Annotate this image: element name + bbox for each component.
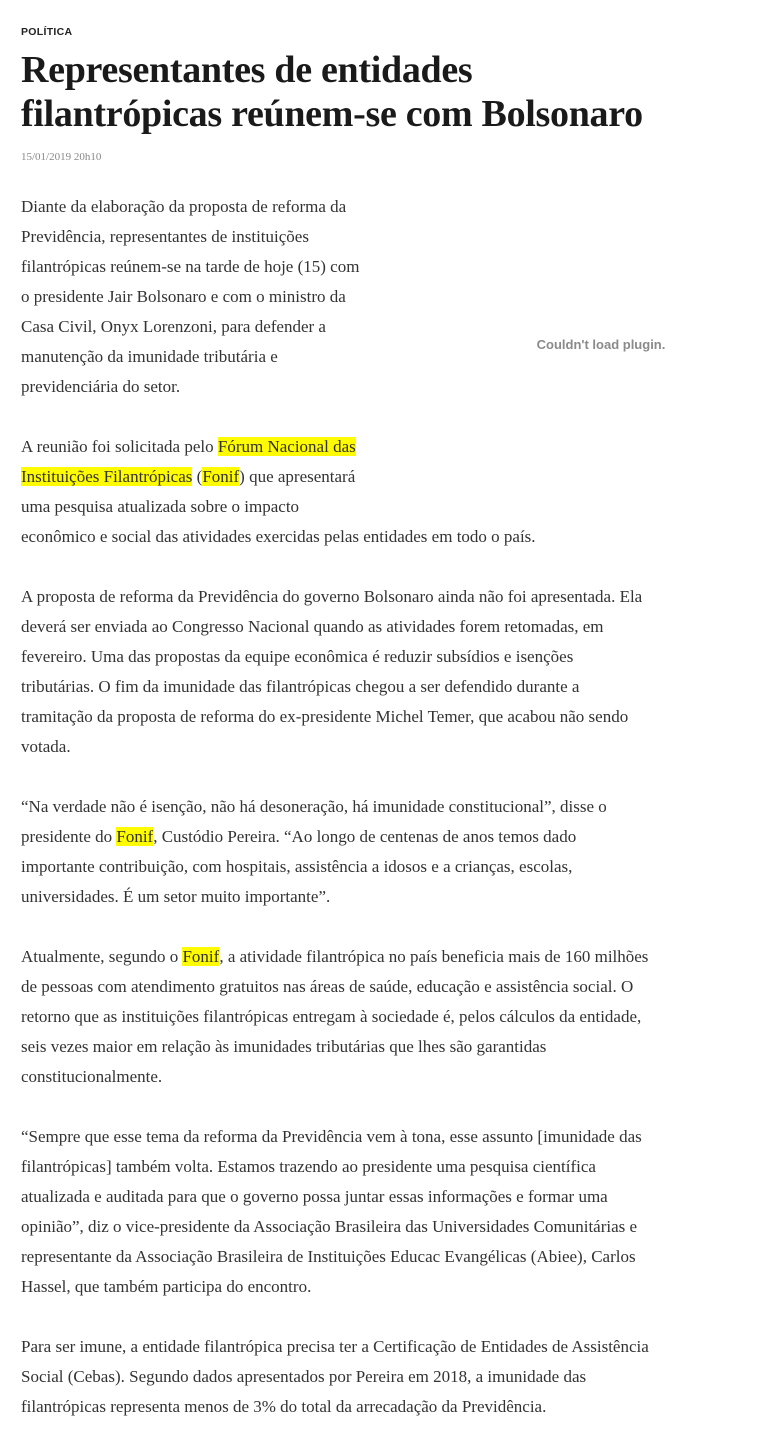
- paragraph-7: [21, 1332, 746, 1422]
- headline: [21, 48, 746, 136]
- text-line: importante contribuição, com hospitais, assistência a idosos e a crianças, escolas,: [21, 857, 573, 876]
- text-fragment: A reunião foi solicitada pelo: [21, 437, 218, 456]
- text-line: Hassel, que também participa do encontro.: [21, 1277, 312, 1296]
- text-line: “Sempre que esse tema da reforma da Previdência vem à tona, esse assunto [imunidade das: [21, 1127, 642, 1146]
- fonif-link[interactable]: Fonif: [202, 467, 240, 486]
- text-line: seis vezes maior em relação às imunidades tributárias que lhes são garantidas: [21, 1037, 547, 1056]
- text-line: fevereiro. Uma das propostas da equipe econômica é reduzir subsídios e isenções: [21, 647, 574, 666]
- text-line: tributárias. O fim da imunidade das filantrópicas chegou a ser defendido durante a: [21, 677, 580, 696]
- plugin-error-message: Couldn't load plugin.: [536, 337, 666, 352]
- text-line: econômico e social das atividades exercidas pelas entidades em todo o país.: [21, 527, 536, 546]
- text-line: “Na verdade não é isenção, não há desoneração, há imunidade constitucional”, disse o: [21, 797, 607, 816]
- text-line: constitucionalmente.: [21, 1067, 163, 1086]
- text-line: [21, 822, 746, 852]
- text-line: deverá ser enviada ao Congresso Nacional quando as atividades forem retomadas, em: [21, 617, 604, 636]
- text-fragment: , Custódio Pereira. “Ao longo de centenas de anos temos dado: [153, 827, 577, 846]
- text-line: retorno que as instituições filantrópicas entregam à sociedade é, pelos cálculos da entidade,: [21, 1007, 642, 1026]
- text-line: universidades. É um setor muito importante”.: [21, 887, 331, 906]
- text-fragment: Atualmente, segundo o: [21, 947, 183, 966]
- fonif-link[interactable]: Fonif: [116, 827, 154, 846]
- embedded-plugin[interactable]: [451, 214, 751, 474]
- text-fragment: , a atividade filantrópica no país beneficia mais de 160 milhões: [219, 947, 649, 966]
- text-line: Para ser imune, a entidade filantrópica precisa ter a Certificação de Entidades de Assistência: [21, 1337, 649, 1356]
- text-fragment: ) que apresentará: [239, 467, 356, 486]
- text-line: Casa Civil, Onyx Lorenzoni, para defender a: [21, 317, 326, 336]
- fonif-name-link-cont[interactable]: Instituições Filantrópicas: [21, 467, 193, 486]
- text-fragment: presidente do: [21, 827, 117, 846]
- headline-line: filantrópicas reúnem-se com Bolsonaro: [21, 93, 643, 135]
- text-line: [21, 942, 746, 972]
- text-line: tramitação da proposta de reforma do ex-presidente Michel Temer, que acabou não sendo: [21, 707, 629, 726]
- fonif-link[interactable]: Fonif: [182, 947, 220, 966]
- text-line: manutenção da imunidade tributária e: [21, 347, 278, 366]
- paragraph-3: [21, 582, 746, 762]
- text-line: de pessoas com atendimento gratuitos nas áreas de saúde, educação e assistência social. O: [21, 977, 634, 996]
- fonif-name-link[interactable]: Fórum Nacional das: [217, 437, 356, 456]
- text-line: Social (Cebas). Segundo dados apresentados por Pereira em 2018, a imunidade das: [21, 1367, 587, 1386]
- text-line: uma pesquisa atualizada sobre o impacto: [21, 497, 300, 516]
- text-line: o presidente Jair Bolsonaro e com o ministro da: [21, 287, 346, 306]
- text-line: representante da Associação Brasileira de Instituições Educac Evangélicas (Abiee), Carlos: [21, 1247, 636, 1266]
- paragraph-5: [21, 942, 746, 1092]
- paragraph-6: [21, 1122, 746, 1302]
- text-line: Previdência, representantes de instituições: [21, 227, 309, 246]
- text-line: Diante da elaboração da proposta de reforma da: [21, 197, 347, 216]
- text-line: filantrópicas] também volta. Estamos trazendo ao presidente uma pesquisa científica: [21, 1157, 596, 1176]
- text-line: opinião”, diz o vice-presidente da Associação Brasileira das Universidades Comunitárias e: [21, 1217, 638, 1236]
- text-line: A proposta de reforma da Previdência do governo Bolsonaro ainda não foi apresentada. Ela: [21, 587, 643, 606]
- text-fragment: (: [192, 467, 203, 486]
- section-label[interactable]: POLÍTICA: [21, 26, 73, 38]
- article: [21, 24, 746, 1452]
- headline-line: Representantes de entidades: [21, 49, 473, 91]
- text-line: previdenciária do setor.: [21, 377, 181, 396]
- paragraph-1: [21, 192, 421, 402]
- paragraph-4: [21, 792, 746, 912]
- text-line: filantrópicas reúnem-se na tarde de hoje (15) com: [21, 257, 360, 276]
- text-line: atualizada e auditada para que o governo possa juntar essas informações e formar uma: [21, 1187, 608, 1206]
- text-line: votada.: [21, 737, 71, 756]
- text-line: filantrópicas representa menos de 3% do total da arrecadação da Previdência.: [21, 1397, 547, 1416]
- publish-timestamp: 15/01/2019 20h10: [21, 151, 102, 163]
